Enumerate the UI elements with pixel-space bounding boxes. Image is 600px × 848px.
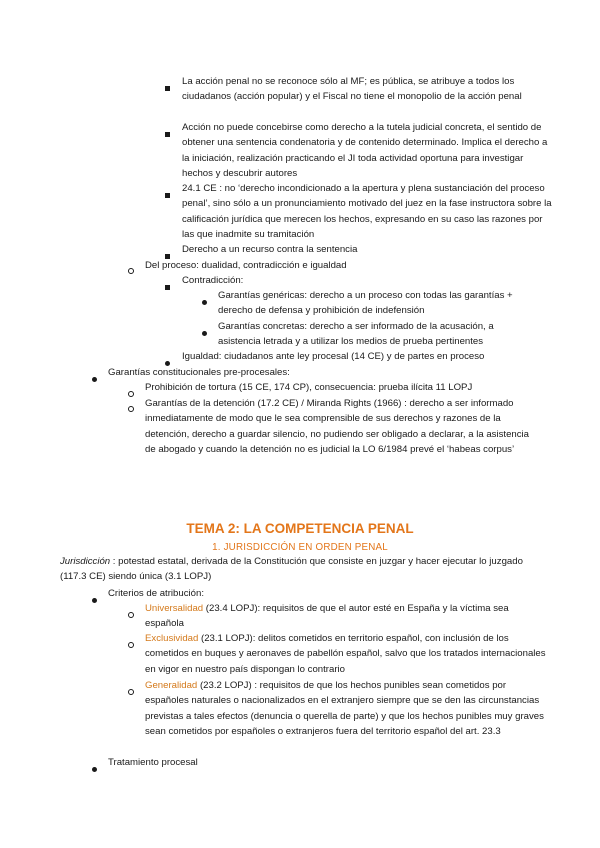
list-item-igualdad: Igualdad: ciudadanos ante ley procesal (14 CE) y de partes en proceso [182, 351, 485, 362]
list-item-criterios: Criterios de atribución: [108, 588, 204, 599]
dot-bullet-icon [92, 593, 97, 608]
universalidad-text: (23.4 LOPJ): requisitos de que el autor esté en España y la víctima sea española [145, 603, 509, 630]
dot-bullet-icon [92, 762, 97, 777]
list-item-tortura: Prohibición de tortura (15 CE, 174 CP), consecuencia: prueba ilícita 11 LOPJ [145, 382, 473, 393]
square-bullet-icon [165, 81, 170, 96]
dot-bullet-icon [202, 326, 207, 341]
dot-bullet-icon [202, 295, 207, 310]
circle-bullet-icon [128, 685, 134, 700]
jurisdiccion-paragraph [60, 554, 550, 585]
list-item-del-proceso: Del proceso: dualidad, contradicción e igualdad [145, 260, 347, 271]
jurisdiccion-definition: : potestad estatal, derivada de la Constitución que consiste en juzgar y hacer ejecutar lo juzgado (117.3 CE) siendo única (3.1 LOPJ) [60, 556, 523, 583]
list-item-art-24-1: 24.1 CE : no ‘derecho incondicionado a la apertura y plena sustanciación del proceso penal’, sino sólo a un pronunciamiento motivado del juez en la fase instructora sobre la calificación jurídica que merecen los hechos, expresando en su caso las razones por las que inadmite su tramitación [182, 183, 552, 240]
square-bullet-icon [165, 188, 170, 203]
list-item-garantias-pre: Garantías constitucionales pre-procesales: [108, 367, 290, 378]
section-subtitle: 1. JURISDICCIÓN EN ORDEN PENAL [212, 542, 388, 553]
circle-bullet-icon [128, 638, 134, 653]
list-item-garantias-concretas: Garantías concretas: derecho a ser informado de la acusación, a asistencia letrada y a utilizar los medios de prueba pertinentes [218, 321, 494, 348]
list-item-generalidad [145, 678, 550, 739]
circle-bullet-icon [128, 264, 134, 279]
circle-bullet-icon [128, 402, 134, 417]
list-item-exclusividad [145, 631, 550, 677]
list-item-recurso: Derecho a un recurso contra la sentencia [182, 244, 358, 255]
list-item-universalidad [145, 601, 545, 632]
list-item-tratamiento: Tratamiento procesal [108, 757, 198, 768]
exclusividad-text: (23.1 LOPJ): delitos cometidos en territorio español, con inclusión de los cometidos en buques y aeronaves de pabellón español, salvo que los tratados internacionales en vigor en nuestro país dispongan lo contrario [145, 633, 546, 675]
list-item-detencion: Garantías de la detención (17.2 CE) / Miranda Rights (1966) : derecho a ser informado inmediatamente de modo que le sea comprensible de sus derechos y razones de la detención, derecho a guardar silencio, no pudiendo ser obligado a declarar, a la asistencia de abogado y cuando la detención no es judicial la LO 6/1984 prevé el ‘habeas corpus’ [145, 398, 530, 455]
square-bullet-icon [165, 280, 170, 295]
section-title: TEMA 2: LA COMPETENCIA PENAL [186, 521, 414, 536]
list-item-garantias-genericas: Garantías genéricas: derecho a un proceso con todas las garantías + derecho de defensa y prohibición de indefensión [218, 290, 513, 317]
generalidad-text: (23.2 LOPJ) : requisitos de que los hechos punibles sean cometidos por españoles naturales o nacionalizados en el extranjero siempre que se den las circunstancias previstas a tales efectos (denuncia o querella de parte) y que los hechos punibles muy graves sean cometidos por españoles o extranjeros fuera del territorio español del art. 23.3 [145, 680, 544, 737]
list-item-contradiccion: Contradicción: [182, 275, 244, 286]
exclusividad-term: Exclusividad [145, 633, 199, 644]
jurisdiccion-term: Jurisdicción [60, 556, 111, 567]
dot-bullet-icon [92, 372, 97, 387]
square-bullet-icon [165, 127, 170, 142]
list-item-accion-no-puede: Acción no puede concebirse como derecho a la tutela judicial concreta, el sentido de obtener una sentencia condenatoria y de contenido determinado. Implica el derecho a la iniciación, realización practicando el JI toda actividad oportuna para investigar hechos y descubrir autores [182, 122, 548, 179]
universalidad-term: Universalidad [145, 603, 204, 614]
list-item-accion-penal: La acción penal no se reconoce sólo al MF; es pública, se atribuye a todos los ciudadanos (acción popular) y el Fiscal no tiene el monopolio de la acción penal [182, 76, 522, 103]
generalidad-term: Generalidad [145, 680, 198, 691]
circle-bullet-icon [128, 608, 134, 623]
circle-bullet-icon [128, 387, 134, 402]
